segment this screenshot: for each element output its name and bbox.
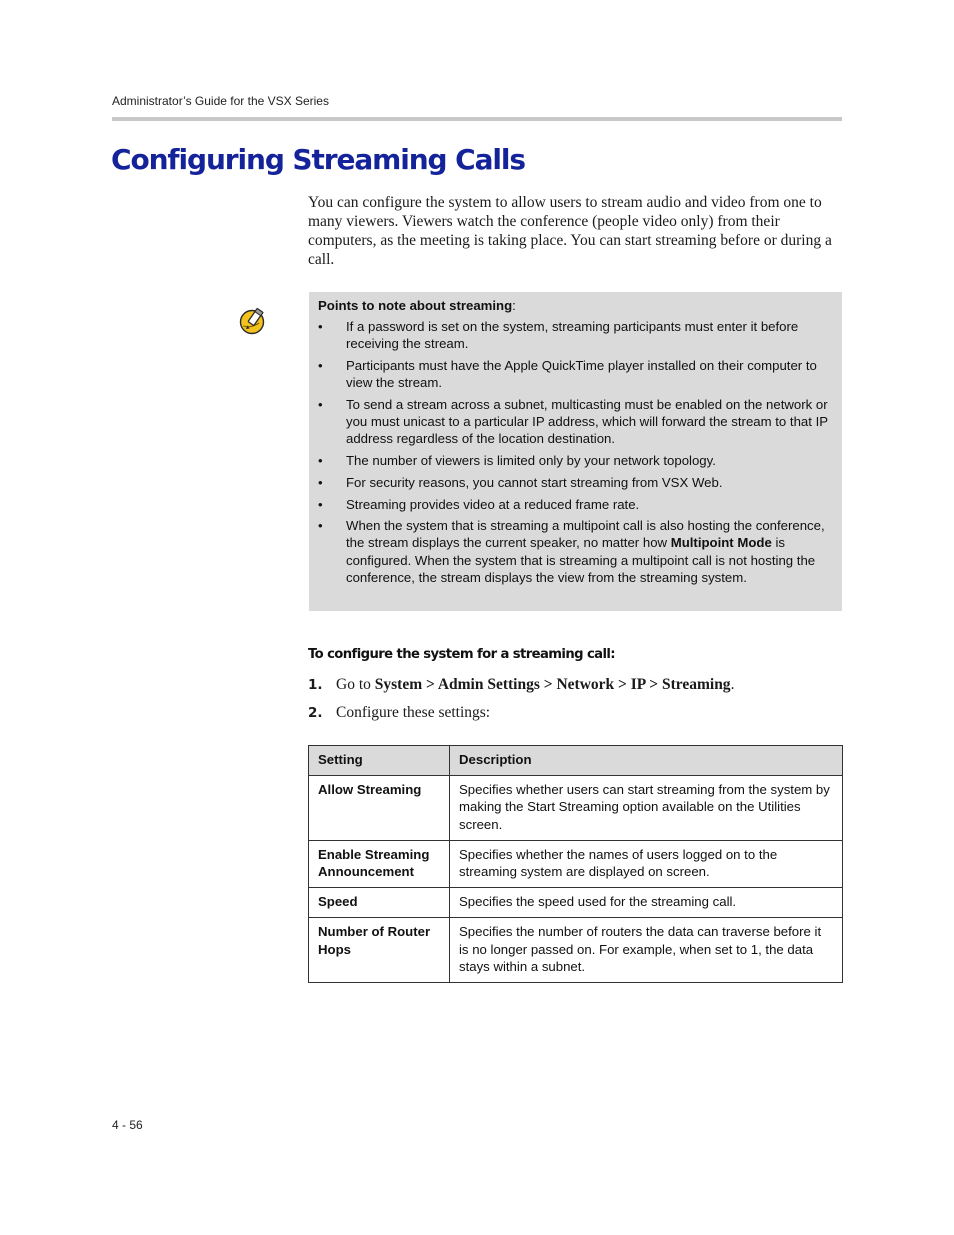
note-item-text: Streaming provides video at a reduced frame rate. bbox=[346, 496, 640, 512]
setting-description: Specifies whether users can start streaming from the system by making the Start Streaming option available on the Utilities screen. bbox=[450, 776, 843, 841]
bullet: • bbox=[318, 319, 323, 335]
table-row bbox=[309, 840, 843, 887]
intro-paragraph: You can configure the system to allow users to stream audio and video from one to many viewers. Viewers watch the conference (people video only) from their computers, as the meeting is taking place. You can start streaming before or during a call. bbox=[308, 194, 832, 268]
setting-name: Allow Streaming bbox=[309, 776, 450, 841]
header-rule bbox=[112, 117, 842, 121]
note-item-text: If a password is set on the system, streaming participants must enter it before receiving the stream. bbox=[346, 319, 799, 352]
bullet: • bbox=[318, 474, 323, 490]
note-item-text: For security reasons, you cannot start streaming from VSX Web. bbox=[346, 474, 723, 490]
page-number: 4 - 56 bbox=[112, 1118, 143, 1132]
setting-name: Number of Router Hops bbox=[309, 918, 450, 983]
list-item bbox=[318, 357, 830, 391]
list-item bbox=[318, 452, 830, 469]
note-list bbox=[318, 318, 830, 586]
note-item-text-bold: Multipoint Mode bbox=[670, 535, 772, 551]
note-box bbox=[309, 292, 842, 611]
setting-description: Specifies the speed used for the streaming call. bbox=[450, 888, 843, 918]
bullet: • bbox=[318, 496, 323, 512]
menu-path: System > Admin Settings > Network > IP > Streaming bbox=[374, 676, 731, 693]
step-text bbox=[336, 676, 734, 694]
setting-name: Speed bbox=[309, 888, 450, 918]
list-item bbox=[318, 517, 830, 586]
setting-description: Specifies the number of routers the data can traverse before it is no longer passed on. For example, when set to 1, the data stays within a subnet. bbox=[450, 918, 843, 983]
bullet: • bbox=[318, 453, 323, 469]
step-suffix: . bbox=[730, 676, 735, 693]
table-row bbox=[309, 888, 843, 918]
note-item-text: To send a stream across a subnet, multicasting must be enabled on the network or you must unicast to a particular IP address, which will forward the stream to that IP address regardless of the location destination. bbox=[346, 397, 828, 447]
table-row bbox=[309, 776, 843, 841]
note-item-text-part2: is configured. When the system that is streaming a multipoint call is not hosting the conference, the stream displays the view from the streaming system. bbox=[346, 535, 816, 585]
list-item bbox=[318, 474, 830, 491]
bullet: • bbox=[318, 397, 323, 413]
note-item-text: The number of viewers is limited only by your network topology. bbox=[346, 453, 716, 469]
note-item-text: Participants must have the Apple QuickTime player installed on their computer to view the stream. bbox=[346, 358, 817, 391]
table-row bbox=[309, 918, 843, 983]
settings-table bbox=[308, 745, 843, 983]
list-item bbox=[318, 496, 830, 513]
note-heading bbox=[318, 297, 830, 314]
bullet: • bbox=[318, 358, 323, 374]
setting-description: Specifies whether the names of users logged on to the streaming system are displayed on screen. bbox=[450, 840, 843, 887]
bullet: • bbox=[318, 518, 323, 534]
procedure-heading: To configure the system for a streaming call: bbox=[308, 647, 615, 662]
note-heading-bold: Points to note about streaming bbox=[318, 298, 513, 313]
page-title: Configuring Streaming Calls bbox=[111, 143, 525, 176]
step-text: Configure these settings: bbox=[336, 704, 491, 721]
setting-name: Enable Streaming Announcement bbox=[309, 840, 450, 887]
column-header-setting: Setting bbox=[309, 746, 450, 776]
list-item bbox=[318, 318, 830, 352]
column-header-description: Description bbox=[450, 746, 843, 776]
table-header-row bbox=[309, 746, 843, 776]
step-number: 1. bbox=[308, 677, 323, 693]
note-item-text-part1: When the system that is streaming a multipoint call is also hosting the conference, the stream displays the current speaker, no matter how bbox=[346, 518, 825, 551]
list-item bbox=[318, 396, 830, 448]
step-prefix: Go to bbox=[336, 676, 375, 693]
note-heading-suffix: : bbox=[512, 298, 516, 313]
running-header: Administrator’s Guide for the VSX Series bbox=[112, 94, 329, 108]
step-number: 2. bbox=[308, 705, 323, 721]
note-pencil-icon bbox=[238, 306, 268, 336]
